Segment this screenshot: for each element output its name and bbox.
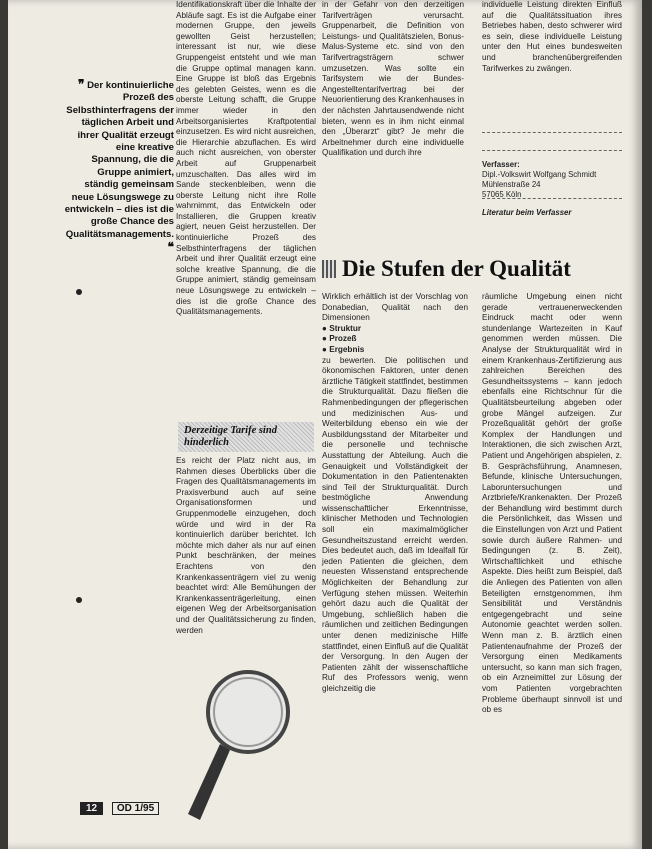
author-label: Verfasser: — [482, 160, 520, 169]
bullet-icon: ● — [322, 323, 330, 333]
divider — [482, 150, 622, 151]
column-2-bottom — [176, 456, 316, 636]
author-line: 57065 Köln — [482, 190, 522, 199]
paragraph: zu bewerten. Die politischen und ökonomischen Faktoren, unter denen ärztliche Tätigkeit stattfindet, bestimmen die Strukturqualität. Dazu fließen die Rahmenbedingungen der pflegerischen und medizinischen Aus- und Weiterbildung ebenso ein wie der Ausbildungsstand der Mitarbeiter und die personelle und technische Ausstattung der Abteilung. Auch die Genauigkeit und Vollständigkeit der Dokumentation in den Patientenakten sind Teil der Strukturqualität. Durch bestmögliche Anwendung wissenschaftlicher Erkenntnisse, klinischer Methoden und Technologien soll ein maximalmöglicher Gesundheitszustand erreicht werden. Dies bedeutet auch, daß im Idealfall für jeden Patienten die gleichen, dem neuesten Wissenstand entsprechende Möglichkeiten der Behandlung zur Verfügung stehen müssen. Weiterhin gehört dazu auch die Qualität der Umgebung, schließlich haben die räumlichen und zeitlichen Bedingungen unter denen medizinische Hilfe stattfindet, einen Einfluß auf die Qualität der Versorgung. In den Augen der Patienten zählt der wissenschaftliche Ruf des Professors wenig, wenn gleichzeitig die — [322, 355, 468, 693]
pull-quote — [64, 78, 174, 256]
page-number: 12 — [80, 802, 103, 815]
column-4-top — [482, 0, 622, 74]
headline-block — [322, 256, 622, 284]
paragraph: individuelle Leistung direkten Einfluß auf die Qualitätssituation ihres Betriebes haben, desto schwerer wird es sein, diese individuelle Leistung unter den Hut eines bundesweiten und branchenübergreifenden Tarifwerkes zu zwängen. — [482, 0, 622, 73]
bullet-icon: ● — [322, 334, 330, 344]
magazine-page — [8, 0, 642, 849]
magnifier-illustration — [180, 664, 300, 824]
author-line: Mühlenstraße 24 — [482, 180, 541, 189]
headline: Die Stufen der Qualität — [342, 256, 571, 281]
bullet-item: ● Ergebnis — [322, 344, 365, 354]
quote-open-mark: ❞ — [77, 77, 85, 91]
page-footer — [80, 802, 159, 815]
paragraph: in der Gefahr von den derzeitigen Tarifverträgen verursacht. Gruppenarbeit, die Definition von Leistungs- und Qualitätszielen, Bonus-Malus-Systeme etc. sind von den Tarifvertragsträgern schwer umzusetzen. Was sollte ein Tarifsystem wie der Bundes-Angestelltentarifvertrag bei der Neuorientierung des Krankenhauses in der nächsten Jahrtausendwende nicht bieten, wenn es in ihm nicht einmal den „Überarzt“ gibt? Je mehr die Arbeitnehmer durch eine individuelle Qualifikation und durch ihre — [322, 0, 464, 158]
column-4-body — [482, 292, 622, 716]
paragraph: räumliche Umgebung einen nicht gerade vertrauenerweckenden Eindruck macht oder wenn stundenlange Wartezeiten in Kauf genommen werden müssen. Die Analyse der Strukturqualität wird in einem Krankenhaus-Zertifizierung aus zahlreichen Bereichen des Gesundheitssystems – kann jedoch ebenfalls eine Richtschnur für die Qualitätsbeurteilung abgeben oder grobe Mängel aufzeigen. Zur Prozeßqualität gehört der große Komplex der Handlungen und Interaktionen, die sich zwischen Arzt, Patient und Angehörigen abspielen, z. B. Gesprächsführung, Anamnesen, Befunde, klinische Untersuchungen, Laboruntersuchungen und Arztbriefe/Krankenakten. Der Prozeß der Behandlung wird bestimmt durch die Persönlichkeit, das Wissen und die Einstellungen von Arzt und Patient sowie durch äußere Rahmen- und Bedingungen (z. B. Zeit), Wirtschaftlichkeit und ethische Aspekte. Dies heißt zum Beispiel, daß die Anliegen des Patienten von allen Beteiligten ernstgenommen, ihm Sensibilität und Verständnis entgegengebracht und seine Autonomie geachtet werden sollen. Wenn man z. B. ärztlich einen Patientenaufnahme der Prozeß der Versorgung einen Medikaments untersucht, so kann man sich fragen, ob ein Arzneimittel zur Lösung der vom Patienten vorgebrachten Probleme überhaupt sinnvoll ist und ob es — [482, 292, 622, 715]
issue-label: ÖD 1/95 — [112, 802, 159, 815]
divider — [482, 198, 622, 199]
paragraph: Wirklich erhältlich ist der Vorschlag von Donabedian, Qualität nach den Dimensionen — [322, 292, 468, 323]
column-2-top — [176, 0, 316, 318]
punch-hole — [76, 289, 82, 295]
subheading: Derzeitige Tarife sind hinderlich — [178, 422, 314, 452]
bullet-item: ● Prozeß — [322, 334, 357, 344]
quote-close-mark: ❝ — [167, 240, 174, 255]
column-3-top — [322, 0, 464, 159]
bullet-icon: ● — [322, 344, 330, 354]
divider — [482, 132, 622, 133]
author-block — [482, 160, 622, 200]
paragraph: Es reicht der Platz nicht aus, im Rahmen dieses Überblicks über die Fragen des Qualitätsmanagements im Praxisverbund auch auf seine Organisationsformen und Gruppenmodelle einzugehen, doch würde und wird in der Ra kontinuierlich darüber berichtet. Ich möchte mich daher als nur auf einen Punkt beschränken, der meines Erachtens von den Krankenkassenträgern viel zu wenig beachtet wird: Alle Bemühungen der Krankenkassenträgerleitung, einen eigenen Weg der Arbeitsorganisation und der Qualitätssicherung zu finden, werden — [176, 456, 316, 635]
paragraph: Identifikationskraft über die Inhalte der Abläufe sagt. Es ist die Aufgabe einer modernen Gruppe, den jeweils gewollten Geist herzustellen; interessant ist nur, wie diese Gruppengeist entsteht und wie man die Gruppe optimal managen kann. Eine Gruppe ist bloß das Ergebnis des gelebten Geistes, wenn es die oberste Leitung schafft, die Gruppe immer wieder in den Arbeitsorganisiertes Kraftpotential einzusetzen. Es wird nicht ausreichen, die Hierarchie abzuflachen. Es wird auch nicht ausreichen, von oberster Arbeit auf Gruppenarbeit umzuschalten. Das alles wird im Sande steckenbleiben, wenn die oberste Leitung nicht ihre Rolle wahrnimmt, das Entwickeln oder Installieren, die Gruppen kreativ agiert, neuen Geist herzustellen. Der kontinuierliche Prozeß des Selbsthinterfragens der täglichen Arbeit und ihrer Qualität erzeugt eine solche kreative Spannung, die die Gruppe animiert, ständig gemeinsam neue Lösungswege zu entwickeln – dies ist die große Chance des Qualitätsmanagements. — [176, 0, 316, 317]
punch-hole — [76, 597, 82, 603]
author-line: Dipl.-Volkswirt Wolfgang Schmidt — [482, 170, 597, 179]
headline-bar-icon — [322, 260, 336, 278]
bullet-item: ● Struktur — [322, 323, 362, 333]
pull-quote-text: Der kontinuierliche Prozeß des Selbsthinterfragens der täglichen Arbeit und ihrer Qualität erzeugt eine kreative Spannung, die die Gruppe animiert, ständig gemeinsam neue Lösungswege zu entwickeln – dies ist die große Chance des Qualitätsmanagements. — [64, 80, 174, 240]
literature-note: Literatur beim Verfasser — [482, 208, 572, 217]
column-3-body — [322, 292, 468, 695]
